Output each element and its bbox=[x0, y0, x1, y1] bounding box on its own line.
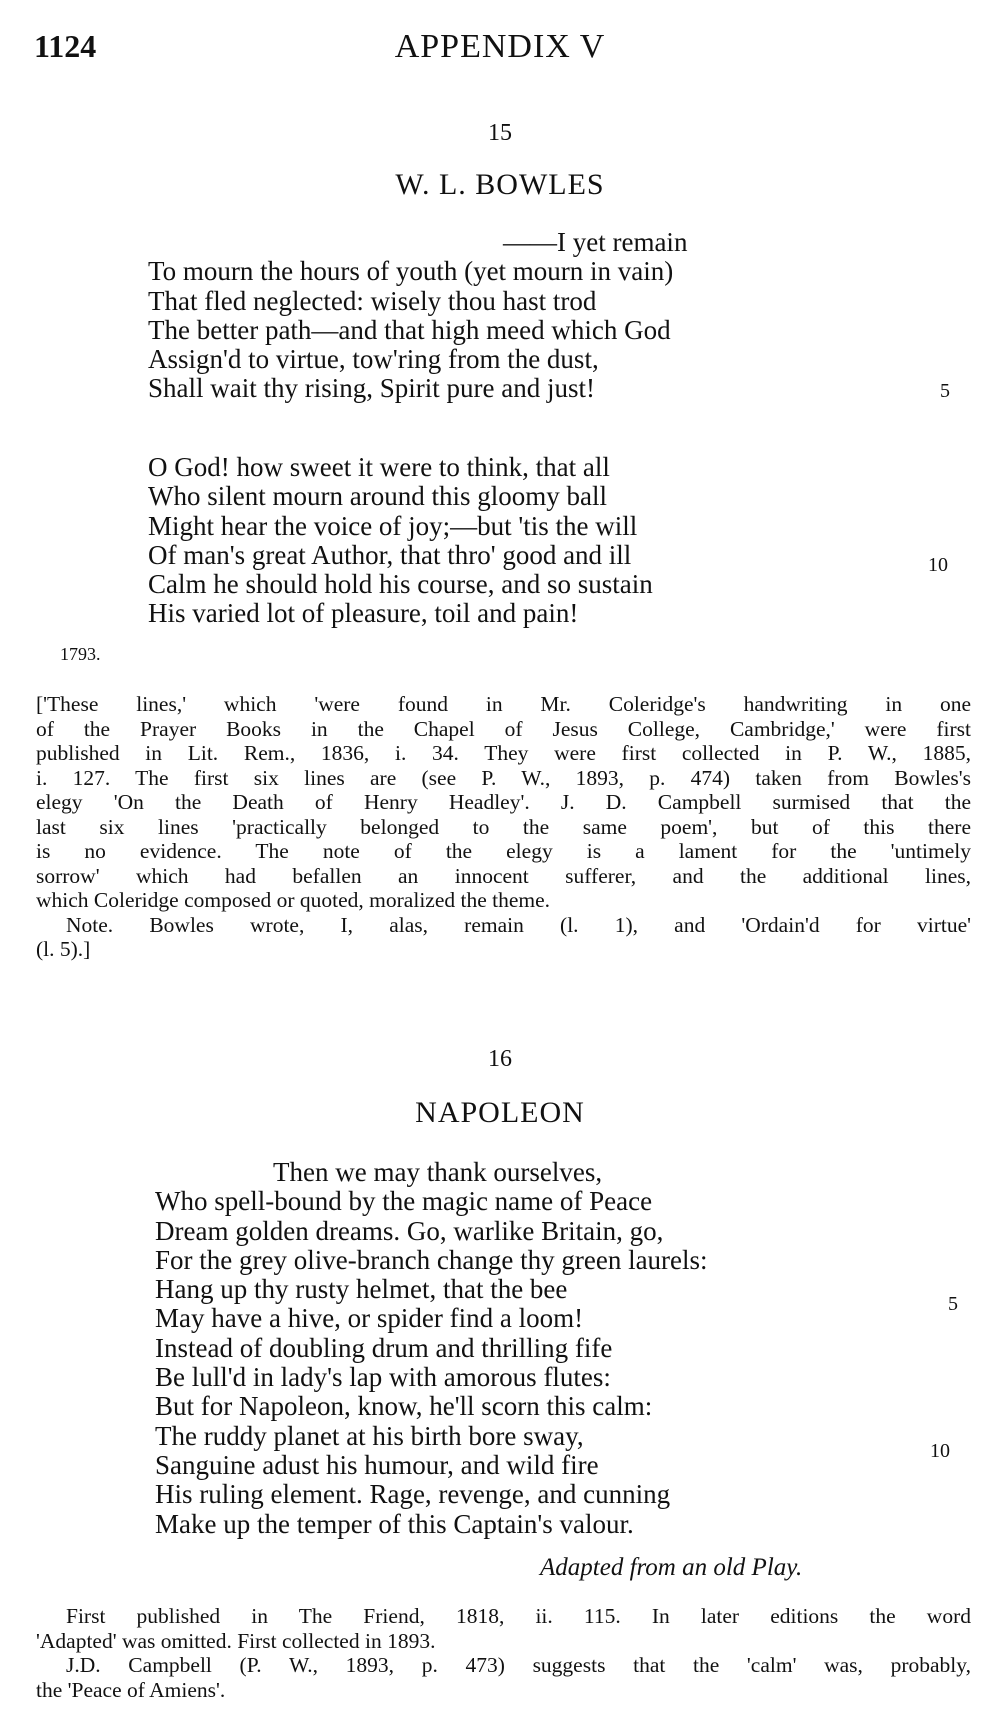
verse-line: Who silent mourn around this gloomy ball bbox=[148, 481, 607, 512]
verse-line: Instead of doubling drum and thrilling fife bbox=[155, 1332, 613, 1363]
note-line: (l. 5).] bbox=[36, 937, 91, 961]
verse-line: Might hear the voice of joy;—but 'tis the will bbox=[148, 510, 638, 541]
verse-line: The better path—and that high meed which God bbox=[148, 314, 671, 345]
verse-line: ——I yet remain bbox=[503, 227, 688, 257]
poem-16-number: 16 bbox=[488, 1046, 512, 1072]
note-line: First published in The Friend, 1818, ii. 115. In later editions the word bbox=[66, 1604, 971, 1628]
note-line: J.D. Campbell (P. W., 1893, p. 473) suggests that the 'calm' was, probably, bbox=[66, 1653, 971, 1677]
verse-line: But for Napoleon, know, he'll scorn this calm: bbox=[155, 1391, 653, 1422]
poem-16-title: NAPOLEON bbox=[415, 1096, 585, 1129]
note-line: ['These lines,' which 'were found in Mr. Coleridge's handwriting in one bbox=[36, 692, 971, 716]
line-number: 10 bbox=[930, 1440, 950, 1462]
poem-16-attribution: Adapted from an old Play. bbox=[540, 1554, 803, 1581]
poem-15-stanza-1 bbox=[148, 228, 687, 404]
verse-line: Dream golden dreams. Go, warlike Britain, go, bbox=[155, 1215, 664, 1246]
note-line: sorrow' which had befallen an innocent sufferer, and the additional lines, bbox=[36, 863, 971, 888]
verse-line: Calm he should hold his course, and so sustain bbox=[148, 569, 653, 600]
note-line: elegy 'On the Death of Henry Headley'. J. D. Campbell surmised that the bbox=[36, 790, 971, 814]
verse-line: The ruddy planet at his birth bore sway, bbox=[155, 1420, 584, 1451]
poem-15-title: W. L. BOWLES bbox=[395, 168, 605, 201]
note-line: which Coleridge composed or quoted, moralized the theme. bbox=[36, 888, 551, 912]
verse-line: His varied lot of pleasure, toil and pain! bbox=[148, 598, 579, 629]
poem-15-date: 1793. bbox=[60, 644, 101, 664]
note-line: last six lines 'practically belonged to the same poem', but of this there bbox=[36, 814, 971, 839]
verse-line: Shall wait thy rising, Spirit pure and just! bbox=[148, 373, 595, 404]
poem-15-number: 15 bbox=[488, 120, 512, 146]
verse-line: Hang up thy rusty helmet, that the bee bbox=[155, 1274, 568, 1305]
line-number: 5 bbox=[948, 1293, 958, 1315]
verse-line: Who spell-bound by the magic name of Peace bbox=[155, 1186, 653, 1217]
verse-line: Assign'd to virtue, tow'ring from the dust, bbox=[148, 344, 599, 375]
verse-line: For the grey olive-branch change thy green laurels: bbox=[155, 1244, 708, 1275]
page-number: 1124 bbox=[34, 28, 97, 64]
note-line: i. 127. The first six lines are (see P. W., 1893, p. 474) taken from Bowles's bbox=[36, 765, 971, 790]
note-line: Note. Bowles wrote, I, alas, remain (l. 1), and 'Ordain'd for virtue' bbox=[66, 912, 971, 937]
note-line: published in Lit. Rem., 1836, i. 34. They were first collected in P. W., 1885, bbox=[36, 741, 971, 765]
line-number: 10 bbox=[928, 554, 948, 576]
line-number: 5 bbox=[940, 380, 950, 402]
verse-line: May have a hive, or spider find a loom! bbox=[155, 1303, 584, 1334]
verse-line: Be lull'd in lady's lap with amorous flutes: bbox=[155, 1362, 611, 1393]
verse-line: Make up the temper of this Captain's valour. bbox=[155, 1508, 634, 1539]
poem-16-editorial-note bbox=[36, 1604, 971, 1702]
verse-line: Of man's great Author, that thro' good and ill bbox=[148, 539, 632, 570]
poem-15-editorial-note bbox=[36, 692, 971, 962]
verse-line: Then we may thank ourselves, bbox=[273, 1157, 603, 1187]
note-line: is no evidence. The note of the elegy is a lament for the 'untimely bbox=[36, 839, 971, 863]
verse-line: That fled neglected: wisely thou hast trod bbox=[148, 285, 597, 316]
note-line: of the Prayer Books in the Chapel of Jesus College, Cambridge,' were first bbox=[36, 716, 971, 741]
note-line: 'Adapted' was omitted. First collected in 1893. bbox=[36, 1628, 436, 1653]
verse-line: Sanguine adust his humour, and wild fire bbox=[155, 1449, 599, 1480]
running-title: APPENDIX V bbox=[394, 28, 606, 65]
poem-15-stanza-2 bbox=[148, 453, 653, 629]
verse-line: To mourn the hours of youth (yet mourn in vain) bbox=[148, 256, 674, 287]
verse-line: His ruling element. Rage, revenge, and cunning bbox=[155, 1479, 671, 1510]
poem-16-verse bbox=[155, 1158, 708, 1539]
verse-line: O God! how sweet it were to think, that all bbox=[148, 452, 610, 482]
note-line: the 'Peace of Amiens'. bbox=[36, 1677, 226, 1702]
